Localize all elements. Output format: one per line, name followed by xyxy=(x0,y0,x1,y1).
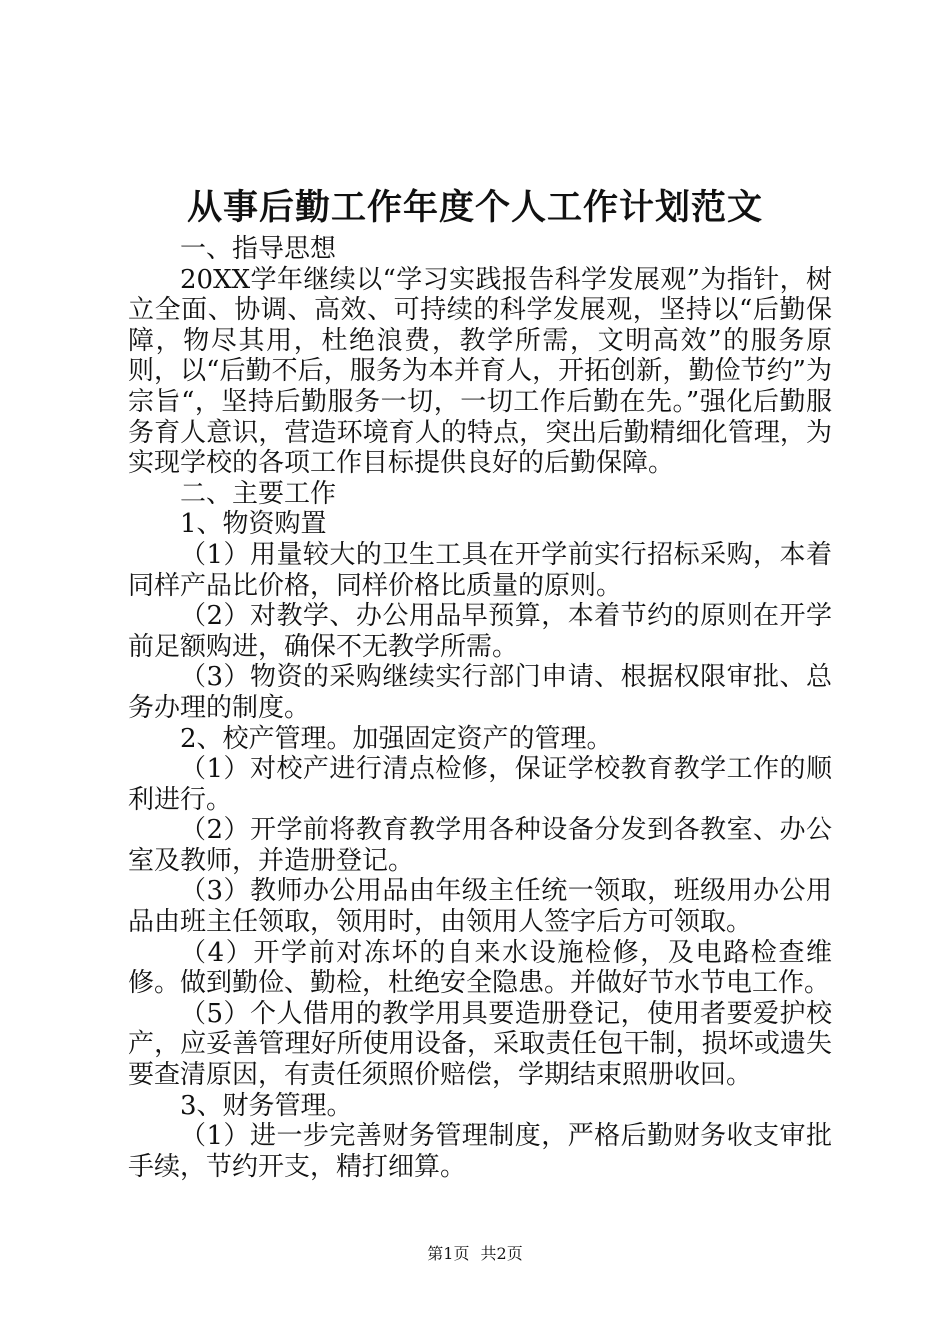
list-item: （1）用量较大的卫生工具在开学前实行招标采购，本着同样产品比价格，同样价格比质量的原则。 xyxy=(128,539,832,601)
list-item: （3）物资的采购继续实行部门申请、根据权限审批、总务办理的制度。 xyxy=(128,662,832,723)
list-item: （1）对校产进行清点检修，保证学校教育教学工作的顺利进行。 xyxy=(128,754,832,815)
list-item: （1）进一步完善财务管理制度，严格后勤财务收支审批手续，节约开支，精打细算。 xyxy=(128,1121,832,1182)
paragraph: 20XX学年继续以“学习实践报告科学发展观”为指针，树立全面、协调、高效、可持续的科学发展观，坚持以“后勤保障，物尽其用，杜绝浪费，教学所需，文明高效”的服务原则，以“后勤不后，服务为本并育人，开拓创新，勤俭节约”为宗旨“，坚持后勤服务一切，一切工作后勤在先。”强化后勤服务育人意识，营造环境育人的特点，突出后勤精细化管理，为实现学校的各项工作目标提供良好的后勤保障。 xyxy=(128,264,832,479)
list-item: （2）开学前将教育教学用各种设备分发到各教室、办公室及教师，并造册登记。 xyxy=(128,815,832,876)
list-item: （2）对教学、办公用品早预算，本着节约的原则在开学前足额购进，确保不无教学所需。 xyxy=(128,601,832,662)
page-number: 第1页 xyxy=(427,1244,470,1263)
subsection-heading: 2、校产管理。加强固定资产的管理。 xyxy=(180,723,613,754)
section-heading: 二、主要工作 xyxy=(180,478,337,509)
list-item: （4）开学前对冻坏的自来水设施检修，及电路检查维修。做到勤俭、勤检，杜绝安全隐患。并做好节水节电工作。 xyxy=(128,937,832,999)
page-total: 共2页 xyxy=(480,1244,523,1263)
document-body xyxy=(128,234,832,1182)
subsection-heading: 1、物资购置 xyxy=(180,509,327,540)
document-title: 从事后勤工作年度个人工作计划范文 xyxy=(186,187,763,228)
list-item: （3）教师办公用品由年级主任统一领取，班级用办公用品由班主任领取，领用时，由领用人签字后方可领取。 xyxy=(128,876,832,938)
subsection-heading: 3、财务管理。 xyxy=(180,1090,353,1121)
list-item: （5）个人借用的教学用具要造册登记，使用者要爱护校产，应妥善管理好所使用设备，采取责任包干制，损坏或遗失要查清原因，有责任须照价赔偿，学期结束照册收回。 xyxy=(128,998,832,1091)
page-footer xyxy=(0,1244,950,1264)
section-heading: 一、指导思想 xyxy=(180,234,337,264)
